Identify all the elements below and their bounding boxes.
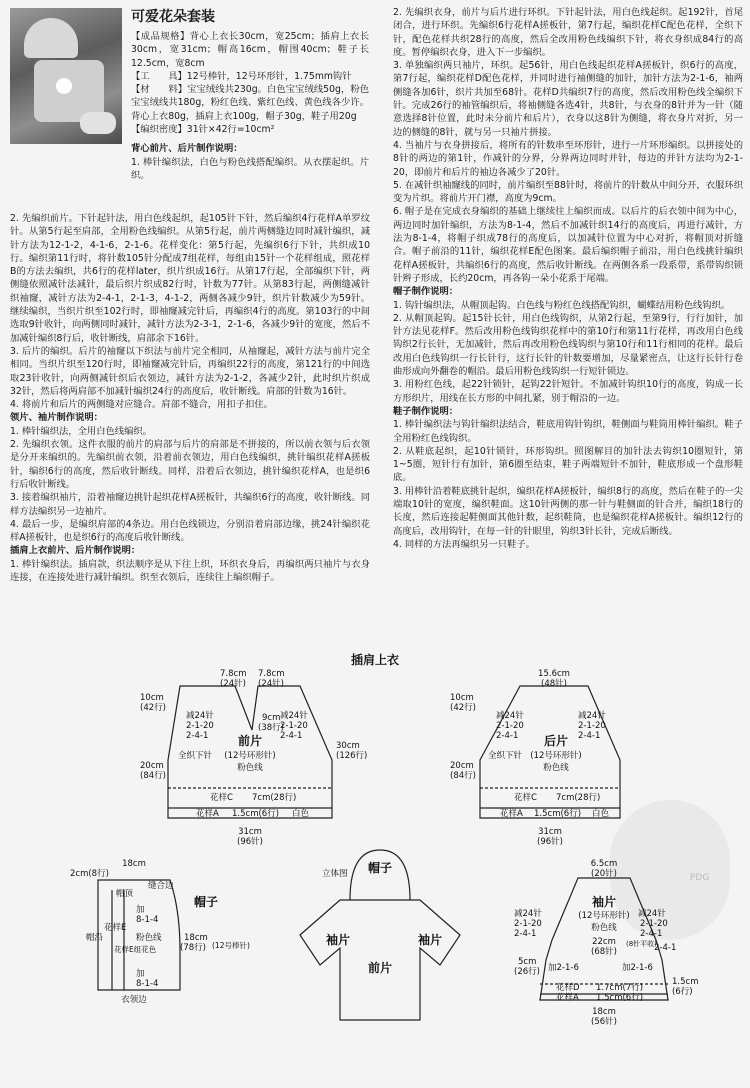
sleeve-dec-r: 减24针 [638,909,666,919]
front-neck-h: 9cm [262,713,281,723]
vest-step-3: 3. 后片的编织。后片的袖窿以下织法与前片完全相同，从袖窿起，减针方法与前片完全相同。当织片织至120行时，即袖窿减完针后，再编织22行的高度，第121行的中间选取23针收针，向两侧减针织后衣领边，减针方法为2-1-2，各减少2针，此时织片织成32针，然后将两肩部不加减针编织24行的高度后，收针断线。肩部的针数为16针。 [10,345,370,397]
watermark-text: PDG [690,873,710,883]
front-white: 白色 [292,809,310,819]
back-neck-st: (48针) [541,679,567,689]
back-dec-r: 减24针 [578,711,606,721]
back-dec-r2: 2-1-20 [578,721,606,731]
back-top-rows: (42行) [450,703,476,713]
front-total-rows: (126行) [336,751,368,761]
sleeve-dec-r3: 2-4-1 [640,929,663,939]
hat-step-2: 2. 从帽顶起钩。起15针长针，用白色线钩织，从第2行起，至第9行，行行加针，加针方法见花样F。然后改用粉色线钩织花样中的第10行和第11行花样，再改用白色线钩织2行长针，无加减针，然后再改用粉色线钩织与第10行和11行相同的花样。最后改用白色线钩织一行长针行，这行长针的针数要增加，尽量紧密点，让这行长针行卷曲形成向外翻卷的帽沿。最后用粉色线钩织一行短针锁边。 [393,312,743,378]
front-dec-r2: 2-1-20 [280,721,308,731]
back-dec-r3: 2-4-1 [578,731,601,741]
shoe-heading: 鞋子制作说明： [393,405,459,417]
hood-dec2: 8-1-4 [136,979,159,989]
front-all-knit: 全织下针 [178,751,213,761]
raglan-step-4: 4. 当袖片与衣身拼接后，将所有的针数串至环形针，进行一片环形编织。以拼接处的8针的两边的第1针，作减针的分界，分界两边同时并针，每边的并针方法均为2-1-20，即前片和后片的袖边各减少了20针。 [393,139,743,178]
raglan-step-2: 2. 先编织衣身，前片与后片进行环织。下针起针法，用白色线起织。起192针，首尾闭合，进行环织。先编织6行花样A搓板针，第7行起，编织花样C配色花样，全织下针，配色花样共织28行的高度，然后全改用粉色线编织下针，将衣身织成84行的高度。暂停编织衣身，进入下一步编织。 [393,7,743,58]
hood-dec-label: 加 [136,969,145,979]
sleeve-dec-l3: 2-4-1 [514,929,537,939]
front-dec-r: 减24针 [280,711,308,721]
spec-materials: 【材 料】宝宝绒线共230g。白色宝宝绒线50g，粉色宝宝绒线共180g，粉红色线、紫红色线、黄色线各少许。背心上衣80g，插肩上衣100g，帽子30g，鞋子用20g [131,84,369,122]
hood-title: 帽子 [194,895,219,909]
back-top-h: 10cm [450,693,474,703]
shoe-step-3: 3. 用棒针沿着鞋底挑针起织，编织花样A搓板针，编织8行的高度，然后在鞋子的一尖端取10针的宽度，编织鞋面。这10针两侧的那一针与鞋侧面的针合并，编织18行的长度，然后连接起鞋侧面其他针数，起织鞋筒，也是编织花样A搓板针。编织12行的高度后，改用钩针，在每一针的针眼里，钩织3针长针，完成后断线。 [393,485,743,537]
raglan-step-3: 3. 单独编织两只袖片，环织。起56针，用白色线起织花样A搓板针，织6行的高度，第7行起，编织花样D配色花样，并同时进行袖侧缝的加针，加针方法为2-1-6，袖两侧缝各加6针，织片共加至68针。花样D共编织7行的高度，然后改用粉色线全编织下针。完成26行的袖管编织后，将袖侧缝各选4针，共8针，与衣身的8针并为一针（随意选择8针位置，此时未分前片和后片），衣身以这8针为侧缝，将衣身片对折，另一边的侧缝的8针，就与另一只袖片拼接。 [393,60,743,138]
sleeve-needle: (12号环形针) [578,911,630,921]
back-white: 白色 [592,809,610,819]
spec-tools: 【工 具】12号棒针，12号环形针，1.75mm钩针 [131,70,352,82]
raglan-step-1: 1. 棒针编织法。插肩款，织法顺序是从下往上织，环织衣身后，再编织两只袖片与衣身连接，在连接处进行减针编织。织至衣领后，连续往上编织帽子。 [10,558,370,584]
collar-heading: 领片、袖片制作说明： [10,412,103,424]
assembly-hood-outline [350,850,410,900]
front-total-h: 30cm [336,741,360,751]
back-pattern-a-h: 1.5cm(6行) [534,809,582,819]
sleeve-side-r-rows: (6行) [672,987,693,997]
sleeve-label: 袖片 [591,895,617,909]
sleeve-dec-r2: 2-1-20 [640,919,668,929]
sleeve-mid-w: 22cm [592,937,616,947]
spec-size: 【成品规格】背心上衣长30cm，宽25cm；插肩上衣长30cm，宽31cm；帽高16cm，帽围40cm；鞋子长12.5cm，宽8cm [131,31,369,69]
shoe-step-2: 2. 从鞋底起织，起10针锁针，环形钩织。照图解目的加针法去钩织10圈短针，第1~5圈，短针行有加针，第6圈至结束，鞋子两端短针不加针，鞋底形成一个盘形鞋底。 [393,445,743,484]
front-needle: (12号环形针) [224,751,276,761]
sleeve-side-r: 1.5cm [672,977,699,987]
assembly-hat: 帽子 [367,861,393,875]
front-shoulder-r-st: (24针) [258,679,284,689]
spec-gauge: 【编织密度】31针×42行=10cm² [131,124,275,136]
sleeve-dec-l2: 2-1-20 [514,919,542,929]
sleeve-inc-l: 加2-1-6 [548,963,579,973]
hood-height-rows: (78行) [180,943,206,953]
hat-step-3: 3. 用粉红色线，起22针锁针，起钩22针短针。不加减针钩织10行的高度，钩成一长方形织片，用线在长方形的中间扎紧，别于帽沿的一边。 [393,379,743,404]
raglan-step-5: 5. 在减针织袖窿线的同时，前片编织至88针时，将前片的针数从中间分开，衣服环织变为片织。将前片开门襟，高度为9cm。 [393,179,743,205]
hood-rows-top: 2cm(8行) [70,869,109,879]
sleeve-pattern-d-h: 1.7cm(7行) [596,983,644,993]
hood-hat-top: 帽顶 [116,889,134,899]
sleeve-dec-r4: 2-4-1 [654,943,677,953]
hood-neck-edge: 衣领边 [121,995,147,1005]
collar-step-2: 2. 先编织衣领。这件衣服的前片的肩部与后片的肩部是不拼接的，所以前衣领与后衣领是分开来编织的。先编织前衣领，沿着前衣领边，用白色线编织，挑针编织花样A搓板针，编织6行的高度，然后收针断线。同样，沿着后衣领边，挑针编织花样A，也是织6行后收针断线。 [10,439,370,490]
sleeve-width-st: (56针) [591,1017,617,1027]
sleeve-top-w: 6.5cm [590,859,618,869]
sleeve-pattern-d: 花样D [556,983,580,993]
collar-step-1: 1. 棒针编织法，全用白色线编织。 [10,425,152,437]
hood-inc: 加 [136,905,145,915]
sleeve-top-r: (8针平收) [626,940,657,948]
back-side-rows: (84行) [450,771,476,781]
back-pattern-a: 花样A [500,809,523,819]
front-dec-l2: 2-1-20 [186,721,214,731]
back-width-st: (96针) [537,837,563,847]
assembly-body-outline [300,900,460,1020]
hood-needle: (12号棒针) [212,941,250,950]
front-color: 粉色线 [237,763,263,773]
vest-heading: 背心前片、后片制作说明： [131,143,243,155]
sleeve-pattern-a-h: 1.5cm(6行) [596,993,644,1003]
back-side-h: 20cm [450,761,474,771]
diagram-title: 插肩上衣 [350,653,400,667]
collar-step-3: 3. 接着编织袖片，沿着袖窿边挑针起织花样A搓板针，共编织6行的高度，收针断线。同样方法编织另一边袖片。 [10,492,370,517]
assembly-sleeve-r: 袖片 [418,933,443,947]
assembly-sleeve-l: 袖片 [326,933,351,947]
raglan-heading: 插肩上衣前片、后片制作说明： [10,545,141,557]
front-dec-l: 减24针 [186,711,214,721]
hat-heading: 帽子制作说明： [393,286,459,298]
sleeve-color: 粉色线 [591,923,617,933]
front-side-h: 20cm [140,761,164,771]
front-pattern-c: 花样C [210,793,233,803]
vest-step-4: 4. 将前片和后片的两侧缝对应缝合。肩部不缝合，用扣子扣住。 [10,399,273,411]
hood-pattern-text: 花样E组花色 [114,945,157,954]
front-width: 31cm [238,827,262,837]
vest-step-1: 1. 棒针编织法，白色与粉色线搭配编织。从衣摆起织。片织。 [131,156,369,181]
back-pattern-c: 花样C [514,793,537,803]
sleeve-mid-st: (68针) [591,947,617,957]
hood-height: 18cm [184,933,208,943]
hood-inc2: 8-1-4 [136,915,159,925]
hood-brim: 帽沿 [86,933,104,943]
hood-fold: 缝合边 [148,881,174,891]
front-width-st: (96针) [237,837,263,847]
back-neck-w: 15.6cm [538,669,570,679]
front-shoulder-l: 7.8cm [220,669,247,679]
vest-step-2: 2. 先编织前片。下针起针法，用白色线起织，起105针下针，然后编织4行花样A单罗纹针。从第5行起至肩部，全用粉色线编织。从第5行起，前片两侧缝边同时减针编织，减针方法为12-1-2，4-1-6，2-1-6。花样变化：第5行起，先编织6行下针，共织成10行。编织第11行时，将针数105针分配成7组花样，每组由15针一个花样组成，照花样B的方法去编织，共6行的花样later，织片织成16行。从第17行起，全部编织下针，两侧缝依照减针法减针，最后织片织成82行时，针数为77针。从第83行起，两侧缝减针织袖窿，减针方法为2-4-1，2-1-3，4-1-2，两侧各减少9针，织片针数减少为59针。继续编织，当织片织至102行时，即袖窿减完针后，再编织4行的高度。第103行的中间选取9针收针，向两侧同时减针，减针方法为2-3-1，2-1-6，各减少9针的宽度，然后不加减针编织8行后，收针断线，肩部余下16针。 [10,213,370,344]
assembly-label: 立体图 [322,869,348,879]
front-side-rows: (84行) [140,771,166,781]
back-pattern-c-h: 7cm(28行) [556,793,601,803]
sleeve-width: 18cm [592,1007,616,1017]
sleeve-top-st: (20针) [591,869,617,879]
front-top-h: 10cm [140,693,164,703]
front-pattern-c-h: 7cm(28行) [252,793,297,803]
front-shoulder-r: 7.8cm [258,669,285,679]
sleeve-pattern-a: 花样A [556,993,579,1003]
back-needle: (12号环形针) [530,751,582,761]
front-pattern-a: 花样A [196,809,219,819]
front-dec-l3: 2-4-1 [186,731,209,741]
back-color: 粉色线 [543,763,569,773]
hood-pattern: 花样E [104,923,127,933]
sleeve-dec-l: 减24针 [514,909,542,919]
front-neck-rows: (38行) [258,723,284,733]
front-label: 前片 [237,734,263,748]
front-pattern-a-h: 1.5cm(6行) [232,809,280,819]
sleeve-inc-r: 加2-1-6 [622,963,653,973]
back-label: 后片 [543,734,569,748]
back-dec-l3: 2-4-1 [496,731,519,741]
back-dec-l2: 2-1-20 [496,721,524,731]
page-title: 可爱花朵套装 [131,9,215,25]
hat-step-1: 1. 钩针编织法，从帽顶起钩。白色线与粉红色线搭配钩织，蝴蝶结用粉色线钩织。 [393,299,731,311]
hood-color: 粉色线 [136,933,162,943]
front-top-rows: (42行) [140,703,166,713]
sleeve-side-l: 5cm [518,957,537,967]
back-dec-l: 减24针 [496,711,524,721]
front-dec-r3: 2-4-1 [280,731,303,741]
shoe-step-4: 4. 同样的方法再编织另一只鞋子。 [393,538,535,550]
sleeve-side-l-rows: (26行) [514,967,540,977]
shoe-step-1: 1. 棒针编织法与钩针编织法结合，鞋底用钩针钩织，鞋侧面与鞋筒用棒针编织。鞋子全用粉红色线钩织。 [393,419,743,444]
assembly-front: 前片 [367,961,393,975]
hood-width: 18cm [122,859,146,869]
raglan-step-6: 6. 帽子是在完成衣身编织的基础上继续往上编织而成。以后片的后衣领中间为中心，两边同时加针编织，方法为8-1-4，然后不加减针织14行的高度后，再进行减针，方法为8-1-4，将帽子织成78行的高度后，以加减针位置为中心对折，将帽顶对折缝合。帽子前沿的11针，编织花样E配色图案。最后编织帽子前沿，用白色线挑针编织花样A搓板针，共编织6行的高度，然后收针断线。在两侧各系一段系带，系带钩织锁针辫子形成，长约20cm，再各钩一朵小花系于尾端。 [393,206,743,284]
back-width: 31cm [538,827,562,837]
back-all-knit: 全织下针 [488,751,523,761]
front-shoulder-l-st: (24针) [220,679,246,689]
collar-step-4: 4. 最后一步，是编织肩部的4条边。用白色线锁边，分别沿着肩部边缘，挑24针编织花样A搓板针，也是织6行的高度后收针断线。 [10,518,370,544]
